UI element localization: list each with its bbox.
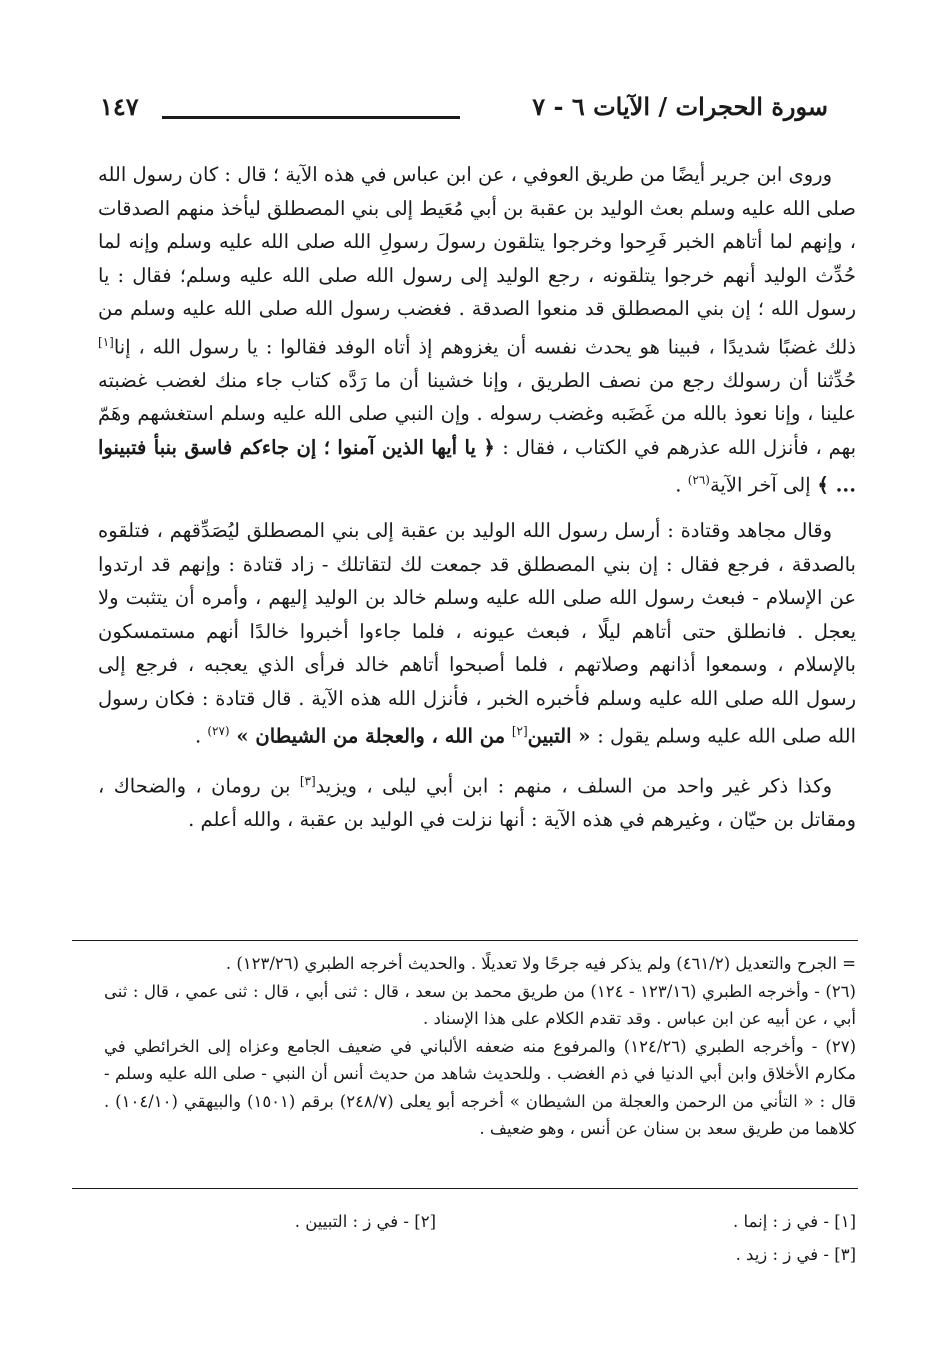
paragraph-text: بن رومان ، والضحاك ، ومقاتل بن حيّان ، وغيرهم في هذه الآية : أنها نزلت في الوليد بن عقبة ، والله أعلم .	[98, 774, 856, 831]
variant-marker: [١]	[98, 334, 114, 349]
paragraph-2	[98, 514, 856, 753]
variant-marker: [٢]	[511, 724, 528, 738]
paragraph-text: إلى آخر الآية	[709, 473, 811, 497]
page-number: ١٤٧	[100, 92, 139, 121]
paragraph-text: وكذا ذكر غير واحد من السلف ، منهم : ابن أبي ليلى ، ويزيد	[315, 774, 832, 798]
header-rule	[162, 116, 460, 119]
manuscript-variants	[110, 1205, 856, 1271]
paragraph-text: .	[194, 724, 208, 748]
variant-note-2: [٢] - في ز : التبيين .	[294, 1212, 436, 1231]
footnote-reference: (٢٦)	[687, 473, 710, 487]
variant-marker: [٣]	[299, 774, 316, 788]
footnote-27: (٢٧) - وأخرجه الطبري (١٢٤/٢٦) والمرفوع منه ضعفه الألباني في ضعيف الجامع وعزاه إلى الخرائطي في مكارم الأخلاق وابن أبي الدنيا في ذم الغضب . وللحديث شاهد من حديث أنس أن النبي - صلى الله عليه وسلم - قال : « التأني من الرحمن والعجلة من الشيطان » أخرجه أبو يعلى (٢٤٨/٧) برقم (١٥٠١) والبيهقي (١٠٤/١٠) . كلاهما من طريق سعد بن سنان عن أنس ، وهو ضعيف .	[104, 1036, 856, 1138]
variants-row	[110, 1205, 856, 1238]
paragraph-text: وروى ابن جرير أيضًا من طريق العوفي ، عن ابن عباس في هذه الآية ؛ قال : كان رسول الله صلى الله عليه وسلم بعث الوليد بن عقبة بن أبي مُعَيط إلى بني المصطلق ليأخذ منهم الصدقات ، وإنهم لما أتاهم الخبر فَرِحوا وخرجوا يتلقون رسولَ رسولِ الله صلى الله عليه وسلم وإنه لما حُدِّث الوليد أنهم خرجوا يتلقونه ، رجع الوليد إلى رسول الله صلى الله عليه وسلم؛ فقال : يا رسول الله ؛ إن بني المصطلق قد منعوا الصدقة . فغضب رسول الله صلى الله عليه وسلم من ذلك غضبًا شديدًا ، فبينا هو يحدث نفسه أن يغزوهم إذ أتاه الوفد فقالوا : يا رسول الله ، إنا	[98, 163, 856, 358]
running-title: سورة الحجرات / الآيات ٦ - ٧	[532, 92, 828, 121]
footnote-reference: (٢٧)	[207, 724, 230, 738]
paragraph-text: حُدِّثنا أن رسولك رجع من نصف الطريق ، وإنا خشينا أن ما رَدَّه كتاب جاء منك لغضب غضبته علينا ، وإنا نعوذ بالله من غَضَبه وغضب رسوله . وإن النبي صلى الله عليه وسلم استغشهم وهَمّ بهم ، فأنزل الله عذرهم في الكتاب ، فقال :	[98, 368, 856, 459]
footnote-separator	[72, 940, 858, 941]
footnote-continued: = الجرح والتعديل (٤٦١/٢) ولم يذكر فيه جرحًا ولا تعديلًا . والحديث أخرجه الطبري (١٢٣/٢٦) .	[225, 954, 856, 973]
quran-verse: ﴿ يا أيها الذين آمنوا ؛ إن جاءكم فاسق بنبأ فتبينوا ... ﴾	[98, 435, 856, 497]
paragraph-text: .	[675, 473, 688, 497]
variants-row	[110, 1238, 856, 1271]
paragraph-text: وقال مجاهد وقتادة : أرسل رسول الله الوليد بن عقبة إلى بني المصطلق ليُصَدِّقهم ، فتلقوه بالصدقة ، فرجع فقال : إن بني المصطلق قد جمعت لك لتقاتلك - زاد قتادة : وإنهم قد ارتدوا عن الإسلام - فبعث رسول الله صلى الله عليه وسلم خالد بن الوليد إليهم ، وأمره أن يتثبت ولا يعجل . فانطلق حتى أتاهم ليلًا ، فبعث عيونه ، فلما جاءوا أخبروا خالدًا أنهم مستمسكون بالإسلام ، وسمعوا أذانهم وصلاتهم ، فلما أصبحوا أتاهم خالد فرأى الذي يعجبه ، فرجع إلى رسول الله صلى الله عليه وسلم فأخبره الخبر ، فأنزل الله هذه الآية . قال قتادة : فكان رسول الله صلى الله عليه وسلم يقول :	[98, 519, 856, 748]
hadith-quote: « التبين	[527, 724, 598, 748]
variants-separator	[72, 1188, 858, 1189]
page-header	[100, 88, 828, 136]
hadith-quote: من الله ، والعجلة من الشيطان »	[229, 724, 512, 748]
footnotes	[104, 950, 856, 1143]
variant-note-3: [٣] - في ز : زيد .	[735, 1245, 856, 1264]
variant-note-1: [١] - في ز : إنما .	[733, 1212, 856, 1231]
paragraph-1	[98, 158, 856, 502]
main-text	[98, 158, 856, 849]
paragraph-3	[98, 765, 856, 837]
footnote-26: (٢٦) - وأخرجه الطبري (١٢٣/١٦ - ١٢٤) من طريق محمد بن سعد ، قال : ثنى أبي ، قال : ثنى عمي ، قال : ثنى أبي ، عن أبيه عن ابن عباس . وقد تقدم الكلام على هذا الإسناد .	[104, 981, 856, 1028]
